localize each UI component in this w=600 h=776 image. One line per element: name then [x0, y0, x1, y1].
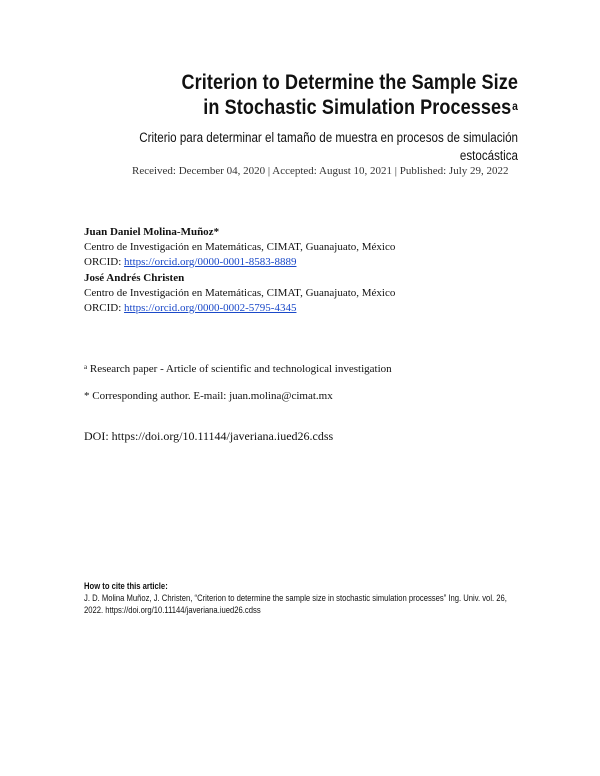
title-footnote-marker: a [512, 99, 518, 113]
citation-line-1: J. D. Molina Muñoz, J. Christen, “Criterion to determine the sample size in stochastic simulation processes” Ing. Univ. vol. 26, [84, 593, 507, 603]
author-affiliation: Centro de Investigación en Matemáticas, CIMAT, Guanajuato, México [84, 241, 396, 253]
author-block [84, 271, 395, 316]
research-paper-footnote [84, 363, 392, 375]
footnote-marker: a [84, 363, 88, 371]
orcid-label: ORCID: [84, 302, 122, 314]
doi-line[interactable]: DOI: https://doi.org/10.11144/javeriana.iued26.cdss [84, 429, 334, 443]
paper-title [105, 70, 518, 120]
author-block [84, 225, 395, 270]
orcid-link[interactable]: https://orcid.org/0000-0001-8583-8889 [124, 256, 297, 268]
corresponding-author-note: * Corresponding author. E-mail: juan.molina@cimat.mx [84, 390, 333, 402]
orcid-link[interactable]: https://orcid.org/0000-0002-5795-4345 [124, 302, 297, 314]
subtitle-line-2: estocástica [459, 148, 518, 163]
title-line-1: Criterion to Determine the Sample Size [181, 71, 518, 94]
title-line-2 [105, 95, 518, 120]
footnote-text: Research paper - Article of scientific and technological investigation [87, 363, 392, 375]
title-line-2-text: in Stochastic Simulation Processes [203, 96, 512, 119]
author-name: José Andrés Christen [84, 272, 185, 284]
author-orcid [84, 255, 395, 270]
publication-dates: Received: December 04, 2020 | Accepted: August 10, 2021 | Published: July 29, 2022 [132, 165, 509, 177]
subtitle-line-1: Criterio para determinar el tamaño de muestra en procesos de simulación [139, 130, 519, 145]
author-orcid [84, 301, 395, 316]
citation-heading: How to cite this article: [84, 581, 168, 591]
paper-subtitle [105, 129, 518, 165]
author-affiliation: Centro de Investigación en Matemáticas, CIMAT, Guanajuato, México [84, 287, 396, 299]
orcid-label: ORCID: [84, 256, 122, 268]
citation-line-2: 2022. https://doi.org/10.11144/javeriana.iued26.cdss [84, 605, 261, 615]
author-name: Juan Daniel Molina-Muñoz* [84, 226, 220, 238]
citation-block [84, 580, 577, 616]
